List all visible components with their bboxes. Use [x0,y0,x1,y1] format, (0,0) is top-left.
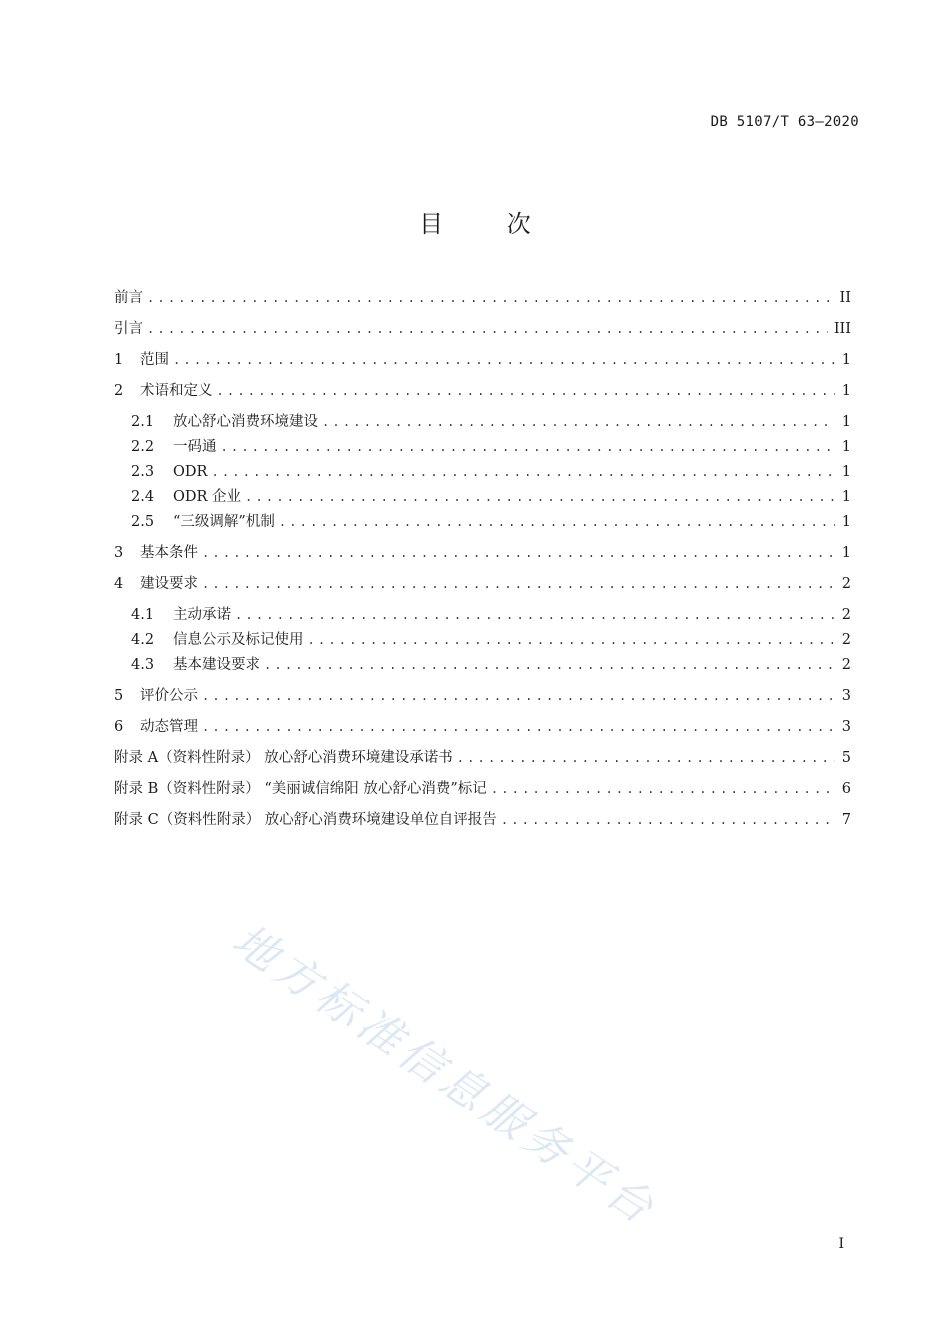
toc-num: 4.1 [131,607,155,623]
toc-label: 信息公示及标记使用 [173,632,304,648]
toc-leader [217,380,836,402]
toc-leader [501,809,835,831]
toc-entry-2-1[interactable] [131,411,851,433]
toc-label: 动态管理 [140,719,198,735]
toc-num: 4.2 [131,632,155,648]
toc-leader [457,747,835,769]
toc-leader [211,461,835,483]
toc-page: III [833,321,851,337]
toc-label: 评价公示 [140,688,198,704]
toc-entry-2[interactable] [114,380,851,402]
toc-entry-introduction[interactable] [114,318,851,340]
toc-page: 1 [841,352,851,368]
toc-page: 2 [841,576,851,592]
toc-num: 3 [114,545,124,561]
toc-leader [235,604,835,626]
toc-entry-2-3[interactable] [131,461,851,483]
toc-label: 附录 A（资料性附录） 放心舒心消费环境建设承诺书 [114,750,453,766]
toc-num: 2 [114,383,124,399]
toc-label: 基本建设要求 [173,657,260,673]
toc-leader [491,778,835,800]
toc-entry-1[interactable] [114,349,851,371]
toc-page: 7 [841,812,851,828]
toc-page: 5 [841,750,851,766]
toc-label: ODR 企业 [173,489,242,505]
toc-page: 3 [841,688,851,704]
toc-entry-4-2[interactable] [131,629,851,651]
toc-entry-appendix-b[interactable] [114,778,851,800]
toc-leader [221,436,836,458]
toc-page: 3 [841,719,851,735]
toc-page: 2 [841,657,851,673]
toc-entry-2-2[interactable] [131,436,851,458]
toc-num: 4.3 [131,657,155,673]
toc-entry-2-4[interactable] [131,486,851,508]
toc-leader [173,349,835,371]
toc-label: 基本条件 [140,545,198,561]
toc-label: 术语和定义 [140,383,213,399]
toc-leader [202,573,835,595]
toc-label: ODR [173,464,208,480]
toc-page: 2 [841,607,851,623]
toc-num: 2.3 [131,464,155,480]
toc-label: “三级调解”机制 [173,514,275,530]
page-number: I [838,1236,844,1252]
toc-leader [147,287,834,309]
toc-leader [202,716,835,738]
toc-label: 附录 C（资料性附录） 放心舒心消费环境建设单位自评报告 [114,812,497,828]
toc-entry-foreword[interactable] [114,287,851,309]
toc-num: 4 [114,576,124,592]
toc-leader [279,511,835,533]
toc-label: 引言 [114,321,143,337]
toc-page: 1 [841,464,851,480]
toc-entry-4-3[interactable] [131,654,851,676]
toc-entry-appendix-a[interactable] [114,747,851,769]
toc-num: 2.1 [131,414,155,430]
toc-label: 一码通 [173,439,217,455]
toc-num: 1 [114,352,124,368]
toc-page: 6 [841,781,851,797]
toc-page: 1 [841,545,851,561]
toc-label: 附录 B（资料性附录） “美丽诚信绵阳 放心舒心消费”标记 [114,781,487,797]
toc-label: 范围 [140,352,169,368]
toc-label: 前言 [114,290,143,306]
toc-entry-3[interactable] [114,542,851,564]
toc-leader [245,486,835,508]
standard-code: DB 5107/T 63—2020 [710,114,859,130]
toc-title: 目 次 [419,210,559,238]
toc-entry-6[interactable] [114,716,851,738]
toc-entry-4[interactable] [114,573,851,595]
toc-page: 1 [841,489,851,505]
toc-leader [202,542,835,564]
toc-page: 1 [841,514,851,530]
watermark: 地方标准信息服务平台 [223,914,667,1237]
toc-page: 1 [841,383,851,399]
toc-leader [202,685,835,707]
toc-leader [147,318,828,340]
toc-entry-2-5[interactable] [131,511,851,533]
toc-entry-4-1[interactable] [131,604,851,626]
toc-num: 2.2 [131,439,155,455]
toc-page: II [839,290,851,306]
toc-leader [322,411,835,433]
toc-num: 5 [114,688,124,704]
toc-num: 2.5 [131,514,155,530]
toc-page: 1 [841,414,851,430]
toc-num: 2.4 [131,489,155,505]
toc-num: 6 [114,719,124,735]
toc-entry-5[interactable] [114,685,851,707]
toc-page: 2 [841,632,851,648]
toc-page: 1 [841,439,851,455]
toc-label: 建设要求 [140,576,198,592]
toc-label: 放心舒心消费环境建设 [173,414,318,430]
toc-leader [264,654,835,676]
toc-label: 主动承诺 [173,607,231,623]
toc-entry-appendix-c[interactable] [114,809,851,831]
toc-leader [308,629,836,651]
